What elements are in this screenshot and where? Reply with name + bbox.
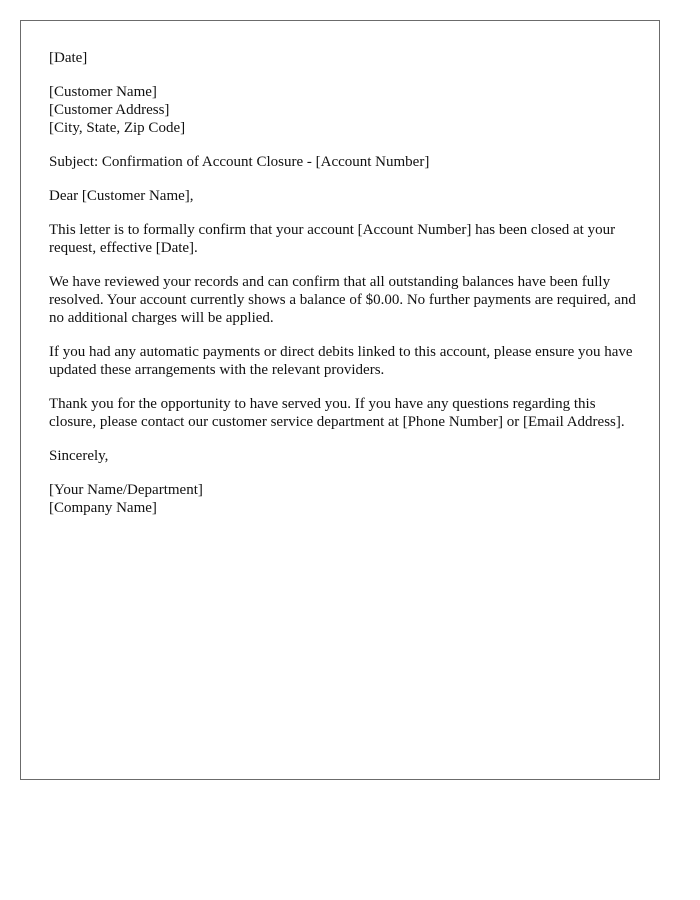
paragraph-balance-status: We have reviewed your records and can confirm that all outstanding balances have been fully resolved. Your account currently shows a balance of $0.00. No further payments are required, and no additional charges will be applied. (49, 274, 636, 326)
closing-block (49, 447, 639, 465)
paragraph-automatic-payments: If you had any automatic payments or direct debits linked to this account, please ensure you have updated these arrangements with the relevant providers. (49, 344, 633, 378)
recipient-address: [Customer Address] (49, 102, 170, 118)
salutation-block (49, 187, 639, 205)
closing: Sincerely, (49, 448, 109, 464)
paragraph-closure-confirmation: This letter is to formally confirm that your account [Account Number] has been closed at your request, effective [Date]. (49, 222, 616, 256)
subject-block (49, 153, 639, 171)
subject-line: Subject: Confirmation of Account Closure - [Account Number] (49, 154, 430, 170)
recipient-name: [Customer Name] (49, 84, 157, 100)
letter-page (20, 20, 660, 780)
paragraph-contact-info: Thank you for the opportunity to have served you. If you have any questions regarding this closure, please contact our customer service department at [Phone Number] or [Email Address]. (49, 396, 625, 430)
date-block (49, 49, 639, 67)
recipient-city-state-zip: [City, State, Zip Code] (49, 120, 186, 136)
signature-block (49, 481, 639, 517)
recipient-address-block (49, 83, 639, 137)
signature-company: [Company Name] (49, 500, 157, 516)
signature-name-department: [Your Name/Department] (49, 482, 203, 498)
letter-date: [Date] (49, 50, 88, 66)
letter-body (49, 49, 639, 533)
salutation: Dear [Customer Name], (49, 188, 194, 204)
